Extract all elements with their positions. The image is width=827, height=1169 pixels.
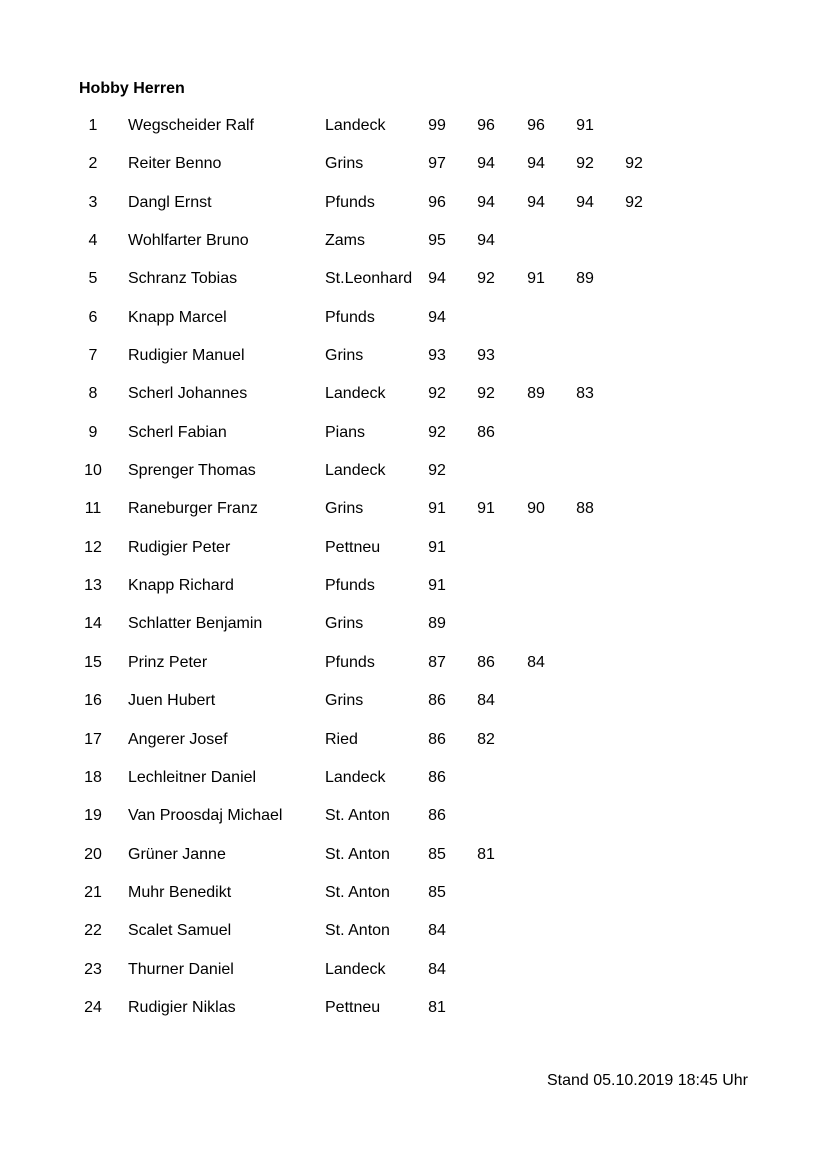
- page-title: Hobby Herren: [79, 80, 185, 97]
- table-row: [0, 605, 827, 643]
- table-row: [0, 874, 827, 912]
- results-table: [0, 107, 827, 1027]
- score-cell: 91: [428, 500, 446, 518]
- table-row: [0, 912, 827, 950]
- rank-cell: 24: [84, 998, 102, 1016]
- name-cell: Scalet Samuel: [128, 922, 232, 940]
- club-cell: Grins: [325, 500, 364, 518]
- score-cell: 81: [428, 998, 446, 1016]
- club-cell: Pfunds: [325, 308, 375, 326]
- score-cell: 86: [428, 768, 446, 786]
- club-cell: Landeck: [325, 462, 386, 480]
- score-cell: 86: [428, 692, 446, 710]
- table-row: [0, 567, 827, 605]
- table-row: [0, 260, 827, 298]
- club-cell: Landeck: [325, 768, 386, 786]
- table-row: [0, 299, 827, 337]
- table-row: [0, 337, 827, 375]
- score-cell: 84: [527, 653, 545, 671]
- score-cell: 94: [477, 193, 495, 211]
- score-cell: 87: [428, 653, 446, 671]
- score-cell: 92: [428, 423, 446, 441]
- club-cell: Landeck: [325, 960, 386, 978]
- table-row: [0, 490, 827, 528]
- club-cell: St. Anton: [325, 922, 390, 940]
- score-cell: 94: [428, 270, 446, 288]
- club-cell: Pfunds: [325, 577, 375, 595]
- rank-cell: 3: [88, 193, 98, 211]
- score-cell: 91: [576, 117, 594, 134]
- name-cell: Sprenger Thomas: [128, 462, 256, 480]
- rank-cell: 14: [84, 615, 102, 633]
- score-cell: 95: [428, 232, 446, 250]
- club-cell: St. Anton: [325, 807, 390, 825]
- score-cell: 94: [527, 193, 545, 211]
- table-row: [0, 644, 827, 682]
- table-row: [0, 797, 827, 835]
- score-cell: 92: [576, 155, 594, 173]
- rank-cell: 19: [84, 807, 102, 825]
- club-cell: Pettneu: [325, 538, 381, 556]
- table-row: [0, 682, 827, 720]
- club-cell: St. Anton: [325, 883, 390, 901]
- score-cell: 91: [428, 538, 446, 556]
- rank-cell: 12: [84, 538, 102, 556]
- score-cell: 86: [428, 730, 446, 748]
- club-cell: Grins: [325, 692, 364, 710]
- rank-cell: 17: [84, 730, 102, 748]
- rank-cell: 9: [88, 423, 98, 441]
- club-cell: Landeck: [325, 117, 386, 134]
- name-cell: Van Proosdaj Michael: [128, 807, 283, 825]
- score-cell: 96: [477, 117, 495, 134]
- table-row: [0, 222, 827, 260]
- score-cell: 94: [527, 155, 545, 173]
- rank-cell: 6: [88, 308, 98, 326]
- score-cell: 86: [477, 653, 495, 671]
- table-row: [0, 414, 827, 452]
- name-cell: Wohlfarter Bruno: [128, 232, 249, 250]
- score-cell: 89: [527, 385, 545, 403]
- name-cell: Rudigier Peter: [128, 538, 231, 556]
- score-cell: 91: [428, 577, 446, 595]
- table-row: [0, 184, 827, 222]
- score-cell: 89: [576, 270, 594, 288]
- rank-cell: 16: [84, 692, 102, 710]
- score-cell: 84: [428, 960, 446, 978]
- score-cell: 99: [428, 117, 446, 134]
- score-cell: 91: [477, 500, 495, 518]
- name-cell: Lechleitner Daniel: [128, 768, 257, 786]
- table-row: [0, 375, 827, 413]
- score-cell: 84: [477, 692, 495, 710]
- name-cell: Wegscheider Ralf: [128, 117, 254, 134]
- name-cell: Grüner Janne: [128, 845, 226, 863]
- score-cell: 93: [477, 347, 495, 365]
- table-row: [0, 989, 827, 1027]
- score-cell: 94: [428, 308, 446, 326]
- rank-cell: 15: [84, 653, 102, 671]
- score-cell: 94: [477, 232, 495, 250]
- club-cell: Pians: [325, 423, 366, 441]
- score-cell: 97: [428, 155, 446, 173]
- club-cell: Zams: [325, 232, 365, 250]
- name-cell: Scherl Fabian: [128, 423, 227, 441]
- score-cell: 86: [477, 423, 495, 441]
- rank-cell: 10: [84, 462, 102, 480]
- name-cell: Schranz Tobias: [128, 270, 238, 288]
- score-cell: 86: [428, 807, 446, 825]
- score-cell: 92: [477, 270, 495, 288]
- score-cell: 85: [428, 883, 446, 901]
- rank-cell: 8: [88, 385, 98, 403]
- score-cell: 83: [576, 385, 594, 403]
- rank-cell: 7: [88, 347, 98, 365]
- table-row: [0, 452, 827, 490]
- name-cell: Thurner Daniel: [128, 960, 234, 978]
- score-cell: 93: [428, 347, 446, 365]
- club-cell: Grins: [325, 615, 364, 633]
- score-cell: 96: [527, 117, 545, 134]
- club-cell: Landeck: [325, 385, 386, 403]
- club-cell: Grins: [325, 155, 364, 173]
- table-row: [0, 836, 827, 874]
- score-cell: 96: [428, 193, 446, 211]
- name-cell: Knapp Richard: [128, 577, 234, 595]
- score-cell: 82: [477, 730, 495, 748]
- footer-timestamp: Stand 05.10.2019 18:45 Uhr: [546, 1072, 748, 1089]
- name-cell: Juen Hubert: [128, 692, 216, 710]
- table-row: [0, 145, 827, 183]
- score-cell: 81: [477, 845, 495, 863]
- table-row: [0, 951, 827, 989]
- score-cell: 90: [527, 500, 545, 518]
- score-cell: 94: [576, 193, 594, 211]
- name-cell: Angerer Josef: [128, 730, 228, 748]
- name-cell: Rudigier Niklas: [128, 998, 236, 1016]
- table-row: [0, 529, 827, 567]
- club-cell: St.Leonhard: [325, 270, 413, 288]
- club-cell: Ried: [325, 730, 358, 748]
- name-cell: Muhr Benedikt: [128, 883, 232, 901]
- score-cell: 94: [477, 155, 495, 173]
- club-cell: St. Anton: [325, 845, 390, 863]
- name-cell: Dangl Ernst: [128, 193, 212, 211]
- rank-cell: 20: [84, 845, 102, 863]
- club-cell: Pettneu: [325, 998, 381, 1016]
- table-row: [0, 721, 827, 759]
- name-cell: Prinz Peter: [128, 653, 208, 671]
- score-cell: 92: [477, 385, 495, 403]
- club-cell: Grins: [325, 347, 364, 365]
- name-cell: Schlatter Benjamin: [128, 615, 263, 633]
- score-cell: 91: [527, 270, 545, 288]
- club-cell: Pfunds: [325, 193, 375, 211]
- score-cell: 92: [428, 462, 446, 480]
- score-cell: 92: [625, 155, 643, 173]
- rank-cell: 5: [88, 270, 98, 288]
- rank-cell: 2: [88, 155, 98, 173]
- table-row: [0, 759, 827, 797]
- score-cell: 89: [428, 615, 446, 633]
- rank-cell: 11: [84, 500, 102, 518]
- score-cell: 92: [625, 193, 643, 211]
- score-cell: 92: [428, 385, 446, 403]
- score-cell: 88: [576, 500, 594, 518]
- rank-cell: 13: [84, 577, 102, 595]
- score-cell: 84: [428, 922, 446, 940]
- rank-cell: 21: [84, 883, 102, 901]
- score-cell: 85: [428, 845, 446, 863]
- rank-cell: 1: [88, 117, 98, 134]
- name-cell: Raneburger Franz: [128, 500, 258, 518]
- club-cell: Pfunds: [325, 653, 375, 671]
- rank-cell: 18: [84, 768, 102, 786]
- name-cell: Knapp Marcel: [128, 308, 227, 326]
- name-cell: Reiter Benno: [128, 155, 222, 173]
- rank-cell: 22: [84, 922, 102, 940]
- name-cell: Rudigier Manuel: [128, 347, 245, 365]
- rank-cell: 23: [84, 960, 102, 978]
- name-cell: Scherl Johannes: [128, 385, 248, 403]
- table-row: [0, 107, 827, 145]
- rank-cell: 4: [88, 232, 98, 250]
